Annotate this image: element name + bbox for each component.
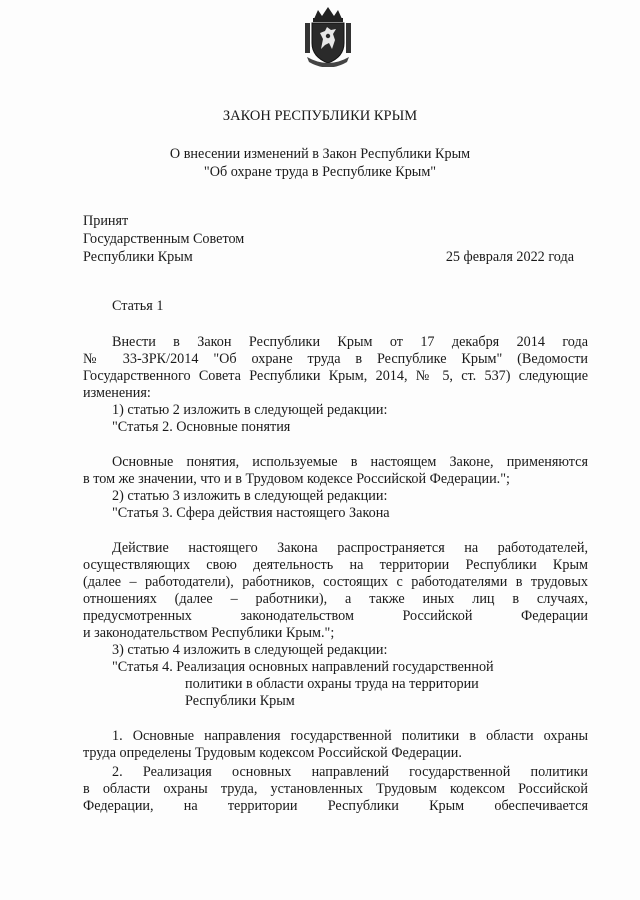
body-line: 2) статью 3 изложить в следующей редакции: [112,488,388,504]
body-line: осуществляющих свою деятельность на территории Республики Крым [83,557,588,573]
body-line: Основные понятия, используемые в настоящем Законе, применяются [112,454,588,470]
law-subtitle-line-1: О внесении изменений в Закон Республики Крым [169,146,471,162]
body-line: Государственного Совета Республики Крым, 2014, № 5, ст. 537) следующие [83,368,588,384]
coat-of-arms-emblem [302,5,354,67]
body-line: "Статья 4. Реализация основных направлений государственной [112,659,494,675]
adopted-line-1: Принят [83,213,129,229]
law-subtitle-line-2: "Об охране труда в Республике Крым" [203,164,437,180]
body-line: 1. Основные направления государственной политики в области охраны [112,728,588,744]
body-line: отношениях (далее – работники), а также иных лиц в случаях, [83,591,588,607]
adopted-line-3: Республики Крым [83,249,193,265]
adoption-date: 25 февраля 2022 года [445,249,574,265]
body-line: в области охраны труда, установленных Трудовым кодексом Российской [83,781,588,797]
article-heading: Статья 1 [112,298,164,314]
body-line: "Статья 2. Основные понятия [112,419,291,435]
body-line: Федерации, на территории Республики Крым обеспечивается [83,798,588,814]
body-line: Внести в Закон Республики Крым от 17 декабря 2014 года [112,334,588,350]
body-line: в том же значении, что и в Трудовом кодексе Российской Федерации."; [83,471,510,487]
body-line: Республики Крым [185,693,295,709]
body-line: 3) статью 4 изложить в следующей редакции: [112,642,388,658]
body-line: 1) статью 2 изложить в следующей редакции: [112,402,388,418]
body-line: труда определены Трудовым кодексом Российской Федерации. [83,745,462,761]
body-line: политики в области охраны труда на территории [185,676,479,692]
body-line: (далее – работодатели), работников, состоящих с работодателями в трудовых [83,574,588,590]
adopted-line-2: Государственным Советом [83,231,245,247]
body-line: изменения: [83,385,151,401]
law-title: ЗАКОН РЕСПУБЛИКИ КРЫМ [222,108,418,124]
body-line: № 33-ЗРК/2014 "Об охране труда в Республике Крым" (Ведомости [83,351,588,367]
body-line: 2. Реализация основных направлений государственной политики [112,764,588,780]
body-line: предусмотренных законодательством Российской Федерации [83,608,588,624]
body-line: "Статья 3. Сфера действия настоящего Закона [112,505,390,521]
body-line: и законодательством Республики Крым."; [83,625,335,641]
body-line: Действие настоящего Закона распространяется на работодателей, [112,540,588,556]
